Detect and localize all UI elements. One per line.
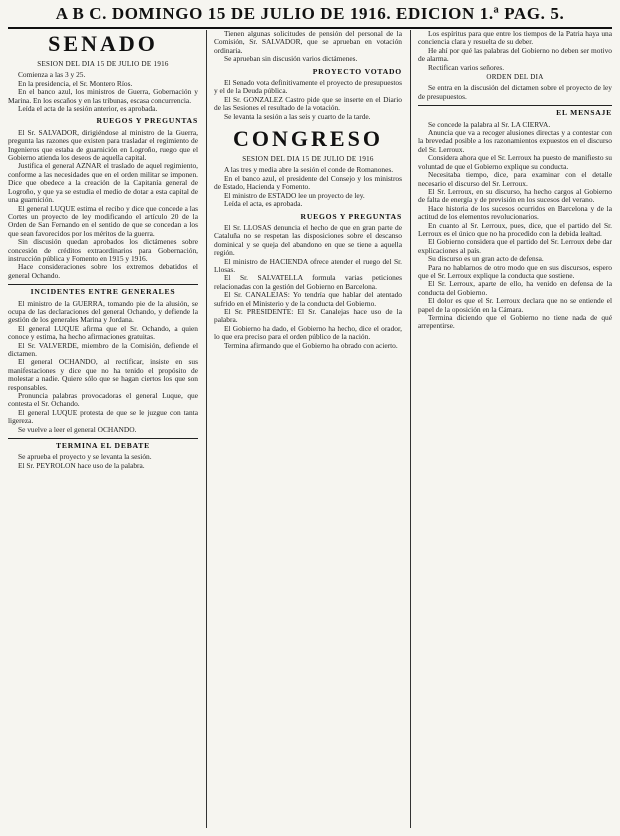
paragraph: En cuanto al Sr. Lerroux, pues, dice, que el partido del Sr. Lerroux es el único que no ha procedido con la debida lealtad. [418, 220, 612, 238]
paragraph: En el banco azul, el presidente del Consejo y los ministros de Estado, Hacienda y Fomento. [214, 173, 402, 192]
page-header-title: A B C. DOMINGO 15 DE JULIO DE 1916. EDICION 1.ª PAG. 5. [55, 4, 565, 23]
subhead: RUEGOS Y PREGUNTAS [96, 116, 198, 126]
paragraph: Leída el acta, es aprobada. [224, 199, 303, 209]
paragraph: El Sr. Lerroux, aparte de ello, ha venido en defensa de la conducta del Gobierno. [418, 279, 612, 297]
subhead: EL MENSAJE [418, 105, 612, 117]
paragraph: El Sr. VALVERDE, miembro de la Comisión, defiende el dictamen. [8, 340, 198, 358]
paragraph: Se concede la palabra al Sr. LA CIERVA. [428, 119, 551, 129]
paragraph: Para no hablarnos de otro modo que en sus discursos, espero que el Sr. Lerroux explique la conducta que sostiene. [418, 262, 612, 280]
column-2 [214, 30, 402, 832]
paragraph: Termina diciendo que el Gobierno no tiene nada de qué arrepentirse. [418, 313, 612, 331]
paragraph: El Sr. GONZALEZ Castro pide que se inserte en el Diario de las Sesiones el resultado de la votación. [214, 94, 402, 113]
paragraph: Anuncia que va a recoger alusiones directas y a contestar con la brevedad posible a los razonamientos expuestos en el discurso del Sr. Lerroux. [418, 128, 612, 154]
paragraph: En la presidencia, el Sr. Montero Ríos. [18, 78, 133, 88]
subhead: TERMINA EL DEBATE [8, 438, 198, 450]
paragraph: El Gobierno considera que el partido del Sr. Lerroux debe dar explicaciones al país. [418, 237, 612, 255]
paragraph: Su discurso es un gran acto de defensa. [428, 254, 544, 264]
subhead: RUEGOS Y PREGUNTAS [300, 211, 402, 221]
paragraph: El general LUQUE protesta de que se le juzgue con tanta ligereza. [8, 407, 198, 426]
paragraph: Se aprueban sin discusión varios dictámenes. [224, 54, 358, 64]
paragraph: He ahí por qué las palabras del Gobierno no deben ser motivo de alarma. [418, 45, 612, 64]
paragraph: El general OCHANDO, al rectificar, insiste en sus manifestaciones y dice que no ha tenido el propósito de molestar a nadie. Quiere sólo que se hagan ciertos los que son responsables. [8, 357, 198, 392]
paragraph: Los espíritus para que entre los tiempos de la Patria haya una conciencia clara y resuelta de su deber. [418, 30, 612, 47]
paragraph: El Sr. SALVATELLA formula varias peticiones relacionadas con la gestión del Gobierno en Barcelona. [214, 273, 402, 291]
paragraph: Comienza a las 3 y 25. [18, 70, 86, 80]
paragraph: El Sr. SALVADOR, dirigiéndose al ministro de la Guerra, pregunta las razones que existen para trasladar el regimiento de Ingenieros que estaba de guarnición en Logroño, ruego que el Gobierno atienda los deseos de aquella capital. [8, 127, 198, 163]
session-line: SESION DEL DIA 15 DE JULIO DE 1916 [37, 60, 169, 68]
paragraph: Se entra en la discusión del dictamen sobre el proyecto de ley de presupuestos. [418, 83, 612, 101]
paragraph: Justifica el general AZNAR el traslado de aquel regimiento, conforme a las necesidades que en el orden militar se imponen. Dice que obedece a la creación de la Capitanía general de Logroño, y que ya se estudia el medio de dotar a esta capital de una guarnición. [8, 161, 198, 205]
column-divider [410, 30, 411, 828]
paragraph: El Sr. PRESIDENTE: El Sr. Canalejas hace uso de la palabra. [214, 306, 402, 325]
paragraph: Tienen algunas solicitudes de pensión del personal de la Comisión, Sr. SALVADOR, que se aprueban en votación ordinaria. [214, 30, 402, 55]
paragraph: El Sr. CANALEJAS: Yo tendría que hablar del atentado sufrido en el Ministerio y de la conducta del Gobierno. [214, 290, 402, 308]
paragraph: El ministro de la GUERRA, tomando pie de la alusión, se ocupa de las declaraciones del general Ochando, y defiende la gestión de los generales Marina y Jordana. [8, 298, 198, 325]
paragraph: Termina afirmando que el Gobierno ha obrado con acierto. [224, 340, 398, 350]
paragraph: Necesitaba tiempo, dice, para examinar con el detalle necesario el discurso del Sr. Lerroux. [418, 170, 612, 188]
paragraph: Se vuelve a leer el general OCHANDO. [18, 424, 137, 434]
section-title-congreso: CONGRESO [233, 126, 383, 152]
paragraph: Considera ahora que el Sr. Lerroux ha puesto de manifiesto su voluntad de que el Gobierno explique su conducta. [418, 153, 612, 171]
column-divider [206, 30, 207, 828]
paragraph: El dolor es que el Sr. Lerroux declara que no se entiende el papel de la oposición en la Cámara. [418, 296, 612, 314]
paragraph: En el banco azul, los ministros de Guerra, Gobernación y Marina. En los escaños y en las tribunas, escasa concurrencia. [8, 87, 198, 105]
column-3 [418, 30, 612, 832]
subhead: INCIDENTES ENTRE GENERALES [8, 284, 198, 296]
section-title-senado: SENADO [48, 31, 158, 56]
paragraph: El Sr. LLOSAS denuncia el hecho de que en gran parte de Cataluña no se respetan las disposiciones sobre el descanso dominical y se queja del abandono en que se tiene a aquella región. [214, 222, 402, 258]
paragraph: El ministro de ESTADO lee un proyecto de ley. [224, 190, 365, 200]
subhead: PROYECTO VOTADO [312, 66, 402, 76]
paragraph: El general LUQUE estima el recibo y dice que concede a las Cortes un proyecto de ley modificando el artículo 20 de la Orden de San Fernando en el sentido de que se concedan a los que sean favorecidos por los méritos de la guerra. [8, 203, 198, 238]
paragraph: El Gobierno ha dado, el Gobierno ha hecho, dice el orador, lo que era preciso para el orden público de la nación. [214, 323, 402, 342]
paragraph: Rectifican varios señores. [428, 62, 505, 72]
paragraph: Leída el acta de la sesión anterior, es aprobada. [18, 104, 158, 114]
paragraph: Hace historia de los sucesos ocurridos en Barcelona y de la actitud de los elementos revolucionarios. [418, 203, 612, 222]
header-rule [8, 27, 612, 29]
paragraph: El Sr. Lerroux, en su discurso, ha hecho cargos al Gobierno de falta de energía y de previsión en los sucesos del verano. [418, 186, 612, 205]
paragraph: Se levanta la sesión a las seis y cuarto de la tarde. [224, 111, 371, 121]
mini-label: ORDEN DEL DIA [486, 73, 544, 82]
paragraph: Pronuncia palabras provocadoras el general Luque, que contesta el Sr. Ochando. [8, 391, 198, 409]
session-line: SESION DEL DIA 15 DE JULIO DE 1916 [242, 155, 374, 164]
column-1 [8, 30, 198, 832]
paragraph: El general LUQUE afirma que el Sr. Ochando, a quien conoce y estima, ha hecho afirmaciones gratuitas. [8, 323, 198, 342]
paragraph: Hace consideraciones sobre los extremos debatidos el general Ochando. [8, 262, 198, 280]
paragraph: A las tres y media abre la sesión el conde de Romanones. [224, 165, 394, 175]
paragraph: Sin discusión quedan aprobados los dictámenes sobre concesión de créditos extraordinarios para Gobernación, instrucción pública y Fomento en 1915 y 1916. [8, 237, 198, 263]
paragraph: El ministro de HACIENDA ofrece atender el ruego del Sr. Llosas. [214, 256, 402, 274]
paragraph: El Sr. PEYROLON hace uso de la palabra. [18, 460, 145, 470]
paragraph: El Senado vota definitivamente el proyecto de presupuestos y el de la Deuda pública. [214, 78, 402, 96]
paragraph: Se aprueba el proyecto y se levanta la sesión. [18, 452, 152, 462]
page-header [0, 2, 620, 28]
